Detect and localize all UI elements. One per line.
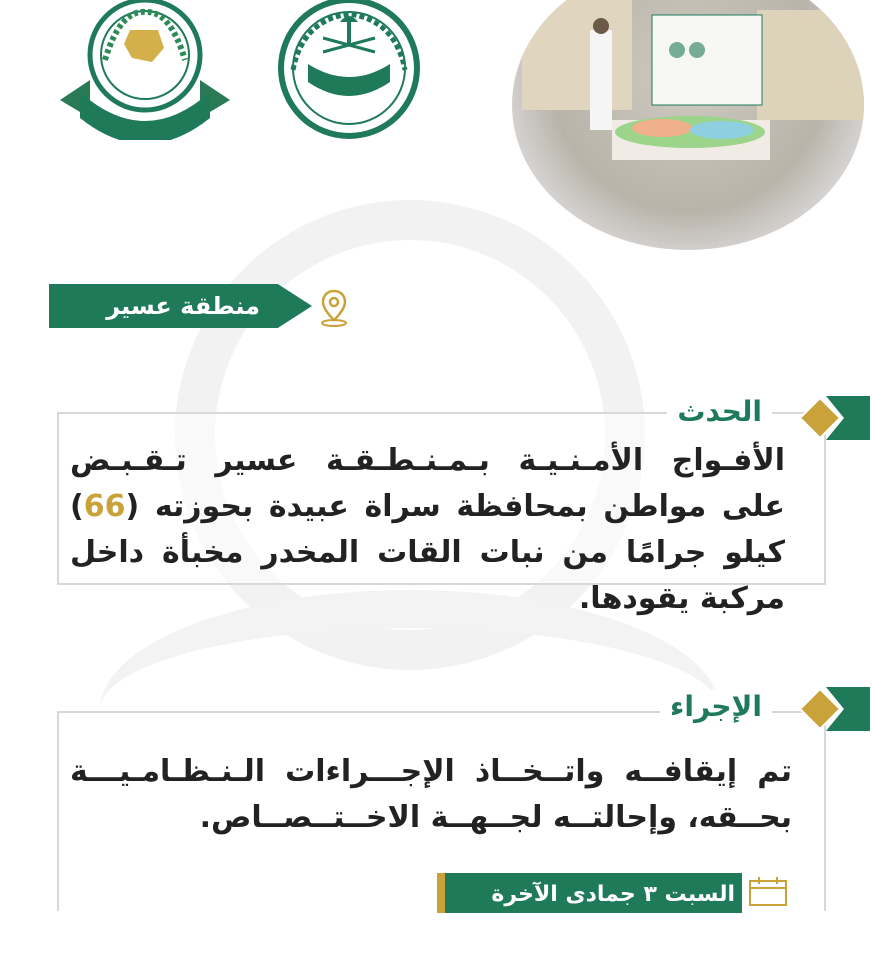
quantity-highlight: 66 xyxy=(83,489,126,524)
calendar-icon xyxy=(747,875,789,907)
action-title: الإجراء xyxy=(660,690,772,723)
afwaj-logo xyxy=(60,0,230,140)
location-pin-icon xyxy=(318,288,350,328)
event-title: الحدث xyxy=(667,395,772,428)
action-text: تم إيقافــه واتــخــاذ الإجـــراءات الـنـظـامـيـــة بحــقه، وإحالتــه لجــهــة الاخــتــصــاص. xyxy=(70,754,792,835)
event-text: الأفـواج الأمـنـيـة بـمـنـطـقـة عسير تـقـبـض على مواطن بمحافظة سراة عبيدة بحوزته (66) كيلو جرامًا من نبات القات المخدر مخبأة داخل مركبة يقودها. xyxy=(70,443,785,616)
diamond-section-icon xyxy=(798,685,870,733)
date-text: السبت ٣ جمادى الآخرة ١٤٤٥هـ xyxy=(491,882,735,947)
ministry-of-interior-logo xyxy=(258,0,440,145)
diamond-section-icon xyxy=(798,394,870,442)
seized-items-photo xyxy=(512,0,864,250)
region-label: منطقة عسير xyxy=(106,292,260,320)
